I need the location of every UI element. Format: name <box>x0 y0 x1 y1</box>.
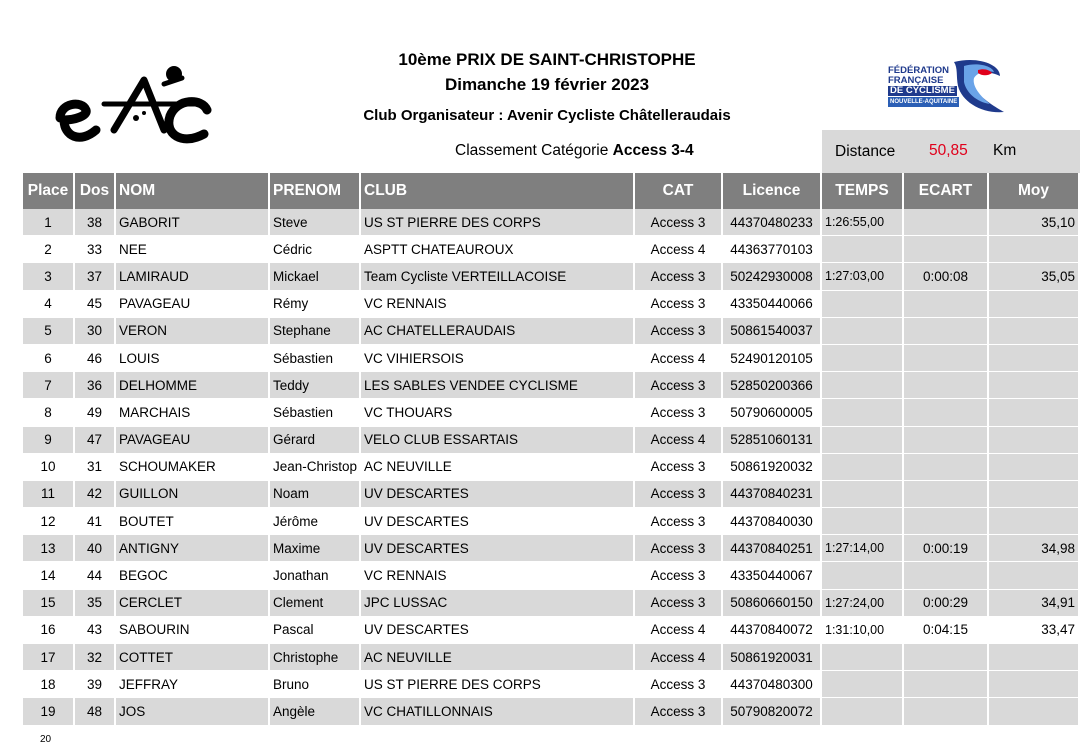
cell-ecart <box>904 671 989 698</box>
organizer-club: Club Organisateur : Avenir Cycliste Châtelleraudais <box>363 107 731 124</box>
table-row <box>23 399 1080 426</box>
table-row <box>23 372 1080 399</box>
cell-place: 15 <box>23 590 75 617</box>
cell-prenom: Cédric <box>270 236 361 263</box>
cell-licence: 50242930008 <box>723 263 822 290</box>
cell-prenom: Jean-Christop <box>270 454 361 481</box>
classement-label: Classement Catégorie <box>455 142 613 159</box>
cell-moy <box>989 236 1080 263</box>
distance-value: 50,85 <box>929 142 968 159</box>
cell-nom: NEE <box>116 236 270 263</box>
cell-cat: Access 4 <box>635 644 723 671</box>
cell-cat: Access 4 <box>635 345 723 372</box>
table-row <box>23 427 1080 454</box>
cell-nom: BOUTET <box>116 508 270 535</box>
cell-club: US ST PIERRE DES CORPS <box>361 671 635 698</box>
cell-temps <box>822 454 904 481</box>
cell-prenom: Clement <box>270 590 361 617</box>
cell-nom: PAVAGEAU <box>116 427 270 454</box>
cell-cat: Access 3 <box>635 454 723 481</box>
cell-cat: Access 3 <box>635 562 723 589</box>
cell-cat: Access 3 <box>635 372 723 399</box>
cell-ecart <box>904 236 989 263</box>
results-table <box>23 173 1080 726</box>
table-row <box>23 671 1080 698</box>
cell-place: 2 <box>23 236 75 263</box>
cell-temps <box>822 291 904 318</box>
cell-moy <box>989 481 1080 508</box>
cell-licence: 50790820072 <box>723 698 822 725</box>
cell-club: UV DESCARTES <box>361 481 635 508</box>
cell-prenom: Teddy <box>270 372 361 399</box>
cell-place: 18 <box>23 671 75 698</box>
cell-licence: 52490120105 <box>723 345 822 372</box>
col-header-nom: NOM <box>116 173 270 209</box>
cell-cat: Access 3 <box>635 481 723 508</box>
cell-ecart <box>904 427 989 454</box>
cell-place: 1 <box>23 209 75 236</box>
cell-nom: ANTIGNY <box>116 535 270 562</box>
cell-licence: 43350440067 <box>723 562 822 589</box>
cell-cat: Access 3 <box>635 698 723 725</box>
cell-prenom: Pascal <box>270 617 361 644</box>
cell-dos: 36 <box>75 372 116 399</box>
cell-moy <box>989 291 1080 318</box>
federation-logo-text: FÉDÉRATION FRANÇAISE DE CYCLISME NOUVELLE-AQUITAINE <box>888 65 958 105</box>
cell-place: 19 <box>23 698 75 725</box>
cell-cat: Access 3 <box>635 508 723 535</box>
cell-prenom: Rémy <box>270 291 361 318</box>
cell-moy <box>989 644 1080 671</box>
cell-club: AC CHATELLERAUDAIS <box>361 318 635 345</box>
race-date: Dimanche 19 février 2023 <box>444 75 650 94</box>
cell-club: ASPTT CHATEAUROUX <box>361 236 635 263</box>
cell-moy <box>989 671 1080 698</box>
cell-ecart <box>904 291 989 318</box>
cell-place: 13 <box>23 535 75 562</box>
cell-temps: 1:31:10,00 <box>822 617 904 644</box>
cell-club: VC CHATILLONNAIS <box>361 698 635 725</box>
cell-ecart <box>904 562 989 589</box>
cell-club: UV DESCARTES <box>361 535 635 562</box>
cell-nom: VERON <box>116 318 270 345</box>
col-header-ecart: ECART <box>904 173 989 209</box>
cell-ecart <box>904 209 989 236</box>
cell-dos: 40 <box>75 535 116 562</box>
cell-licence: 52850200366 <box>723 372 822 399</box>
cell-licence: 50860660150 <box>723 590 822 617</box>
cell-dos: 46 <box>75 345 116 372</box>
cell-dos: 41 <box>75 508 116 535</box>
cell-moy <box>989 318 1080 345</box>
cell-cat: Access 3 <box>635 209 723 236</box>
cell-moy: 35,05 <box>989 263 1080 290</box>
cell-ecart <box>904 698 989 725</box>
cell-club: AC NEUVILLE <box>361 644 635 671</box>
cell-temps: 1:26:55,00 <box>822 209 904 236</box>
cell-ecart: 0:04:15 <box>904 617 989 644</box>
cell-temps <box>822 671 904 698</box>
cell-moy <box>989 698 1080 725</box>
cell-club: VC VIHIERSOIS <box>361 345 635 372</box>
cell-dos: 49 <box>75 399 116 426</box>
col-header-licence: Licence <box>723 173 822 209</box>
cell-club: LES SABLES VENDEE CYCLISME <box>361 372 635 399</box>
cell-temps <box>822 372 904 399</box>
cell-licence: 50861920031 <box>723 644 822 671</box>
cell-club: UV DESCARTES <box>361 617 635 644</box>
cell-temps <box>822 481 904 508</box>
cell-place: 8 <box>23 399 75 426</box>
cell-prenom: Jonathan <box>270 562 361 589</box>
cell-club: VC RENNAIS <box>361 291 635 318</box>
cell-ecart <box>904 481 989 508</box>
col-header-club: CLUB <box>361 173 635 209</box>
cell-temps: 1:27:03,00 <box>822 263 904 290</box>
cell-cat: Access 3 <box>635 318 723 345</box>
cell-moy <box>989 372 1080 399</box>
cell-place: 6 <box>23 345 75 372</box>
col-header-temps: TEMPS <box>822 173 904 209</box>
cell-ecart: 0:00:08 <box>904 263 989 290</box>
cell-club: UV DESCARTES <box>361 508 635 535</box>
cell-club: US ST PIERRE DES CORPS <box>361 209 635 236</box>
cell-nom: COTTET <box>116 644 270 671</box>
cell-dos: 45 <box>75 291 116 318</box>
cell-ecart <box>904 508 989 535</box>
cell-prenom: Angèle <box>270 698 361 725</box>
cell-place: 3 <box>23 263 75 290</box>
cell-dos: 37 <box>75 263 116 290</box>
classement-heading <box>455 142 694 160</box>
col-header-place: Place <box>23 173 75 209</box>
cell-dos: 38 <box>75 209 116 236</box>
club-logo <box>52 58 217 153</box>
cell-dos: 44 <box>75 562 116 589</box>
table-row <box>23 236 1080 263</box>
cell-nom: LAMIRAUD <box>116 263 270 290</box>
cell-place: 12 <box>23 508 75 535</box>
distance-label: Distance <box>835 143 896 160</box>
cell-place: 11 <box>23 481 75 508</box>
table-row <box>23 209 1080 236</box>
category-name: Access 3-4 <box>612 142 694 159</box>
cell-nom: JOS <box>116 698 270 725</box>
cell-moy: 34,91 <box>989 590 1080 617</box>
cell-ecart <box>904 345 989 372</box>
col-header-moy: Moy <box>989 173 1080 209</box>
cell-temps <box>822 508 904 535</box>
cell-nom: SCHOUMAKER <box>116 454 270 481</box>
cell-prenom: Noam <box>270 481 361 508</box>
table-row <box>23 318 1080 345</box>
cell-cat: Access 3 <box>635 291 723 318</box>
cell-dos: 42 <box>75 481 116 508</box>
results-body <box>23 209 1080 726</box>
cell-nom: DELHOMME <box>116 372 270 399</box>
cell-dos: 47 <box>75 427 116 454</box>
cell-temps <box>822 345 904 372</box>
cell-place: 16 <box>23 617 75 644</box>
cell-prenom: Gérard <box>270 427 361 454</box>
cell-cat: Access 3 <box>635 590 723 617</box>
cell-prenom: Stephane <box>270 318 361 345</box>
cell-moy: 34,98 <box>989 535 1080 562</box>
cell-prenom: Sébastien <box>270 399 361 426</box>
cell-cat: Access 3 <box>635 671 723 698</box>
cell-moy <box>989 345 1080 372</box>
cell-nom: MARCHAIS <box>116 399 270 426</box>
cell-place: 10 <box>23 454 75 481</box>
cell-prenom: Maxime <box>270 535 361 562</box>
cell-moy <box>989 427 1080 454</box>
cell-licence: 44370480300 <box>723 671 822 698</box>
cell-ecart <box>904 318 989 345</box>
table-header-row <box>23 173 1080 209</box>
cell-licence: 44370840072 <box>723 617 822 644</box>
cell-nom: GABORIT <box>116 209 270 236</box>
cell-place: 17 <box>23 644 75 671</box>
cell-temps <box>822 427 904 454</box>
cell-club: VC RENNAIS <box>361 562 635 589</box>
table-row <box>23 263 1080 290</box>
cell-place: 7 <box>23 372 75 399</box>
cell-nom: JEFFRAY <box>116 671 270 698</box>
distance-unit: Km <box>993 142 1017 159</box>
cell-licence: 50861540037 <box>723 318 822 345</box>
cell-licence: 50861920032 <box>723 454 822 481</box>
cell-temps: 1:27:24,00 <box>822 590 904 617</box>
cell-temps <box>822 698 904 725</box>
col-header-dos: Dos <box>75 173 116 209</box>
cell-club: VELO CLUB ESSARTAIS <box>361 427 635 454</box>
cell-cat: Access 3 <box>635 263 723 290</box>
cell-dos: 32 <box>75 644 116 671</box>
cell-nom: GUILLON <box>116 481 270 508</box>
cell-ecart: 0:00:19 <box>904 535 989 562</box>
cell-licence: 44370480233 <box>723 209 822 236</box>
cell-club: AC NEUVILLE <box>361 454 635 481</box>
cell-licence: 44370840030 <box>723 508 822 535</box>
cell-club: JPC LUSSAC <box>361 590 635 617</box>
cell-licence: 44370840251 <box>723 535 822 562</box>
cell-dos: 48 <box>75 698 116 725</box>
cell-nom: BEGOC <box>116 562 270 589</box>
cell-cat: Access 4 <box>635 427 723 454</box>
cell-licence: 44363770103 <box>723 236 822 263</box>
table-row <box>23 617 1080 644</box>
cell-temps <box>822 399 904 426</box>
cell-temps <box>822 318 904 345</box>
cell-licence: 43350440066 <box>723 291 822 318</box>
table-row <box>23 590 1080 617</box>
cell-ecart: 0:00:29 <box>904 590 989 617</box>
table-row <box>23 454 1080 481</box>
table-row <box>23 535 1080 562</box>
cell-ecart <box>904 372 989 399</box>
cell-moy <box>989 454 1080 481</box>
cell-dos: 39 <box>75 671 116 698</box>
cell-cat: Access 3 <box>635 535 723 562</box>
cell-nom: CERCLET <box>116 590 270 617</box>
table-row <box>23 345 1080 372</box>
cell-dos: 33 <box>75 236 116 263</box>
cell-place: 14 <box>23 562 75 589</box>
table-row <box>23 644 1080 671</box>
cell-moy: 33,47 <box>989 617 1080 644</box>
cell-temps <box>822 562 904 589</box>
cell-prenom: Sébastien <box>270 345 361 372</box>
next-row-cutoff: 20 <box>40 734 52 745</box>
cell-prenom: Steve <box>270 209 361 236</box>
cell-prenom: Bruno <box>270 671 361 698</box>
cell-dos: 30 <box>75 318 116 345</box>
cell-ecart <box>904 454 989 481</box>
cell-cat: Access 3 <box>635 399 723 426</box>
table-row <box>23 508 1080 535</box>
cell-dos: 35 <box>75 590 116 617</box>
cell-licence: 50790600005 <box>723 399 822 426</box>
cell-moy <box>989 399 1080 426</box>
cell-place: 5 <box>23 318 75 345</box>
race-title: 10ème PRIX DE SAINT-CHRISTOPHE <box>398 50 696 69</box>
table-row <box>23 698 1080 725</box>
cell-cat: Access 4 <box>635 236 723 263</box>
cell-ecart <box>904 644 989 671</box>
cell-prenom: Mickael <box>270 263 361 290</box>
cell-nom: PAVAGEAU <box>116 291 270 318</box>
cell-club: Team Cycliste VERTEILLACOISE <box>361 263 635 290</box>
cell-ecart <box>904 399 989 426</box>
cell-licence: 52851060131 <box>723 427 822 454</box>
cell-place: 9 <box>23 427 75 454</box>
cell-temps: 1:27:14,00 <box>822 535 904 562</box>
cell-prenom: Jérôme <box>270 508 361 535</box>
cell-cat: Access 4 <box>635 617 723 644</box>
col-header-prenom: PRENOM <box>270 173 361 209</box>
table-row <box>23 291 1080 318</box>
cell-club: VC THOUARS <box>361 399 635 426</box>
cell-licence: 44370840231 <box>723 481 822 508</box>
cell-prenom: Christophe <box>270 644 361 671</box>
cell-moy: 35,10 <box>989 209 1080 236</box>
cell-temps <box>822 644 904 671</box>
cell-dos: 31 <box>75 454 116 481</box>
cell-dos: 43 <box>75 617 116 644</box>
cell-moy <box>989 508 1080 535</box>
cell-place: 4 <box>23 291 75 318</box>
table-row <box>23 481 1080 508</box>
cell-nom: SABOURIN <box>116 617 270 644</box>
cell-moy <box>989 562 1080 589</box>
table-row <box>23 562 1080 589</box>
cell-nom: LOUIS <box>116 345 270 372</box>
cell-temps <box>822 236 904 263</box>
col-header-cat: CAT <box>635 173 723 209</box>
